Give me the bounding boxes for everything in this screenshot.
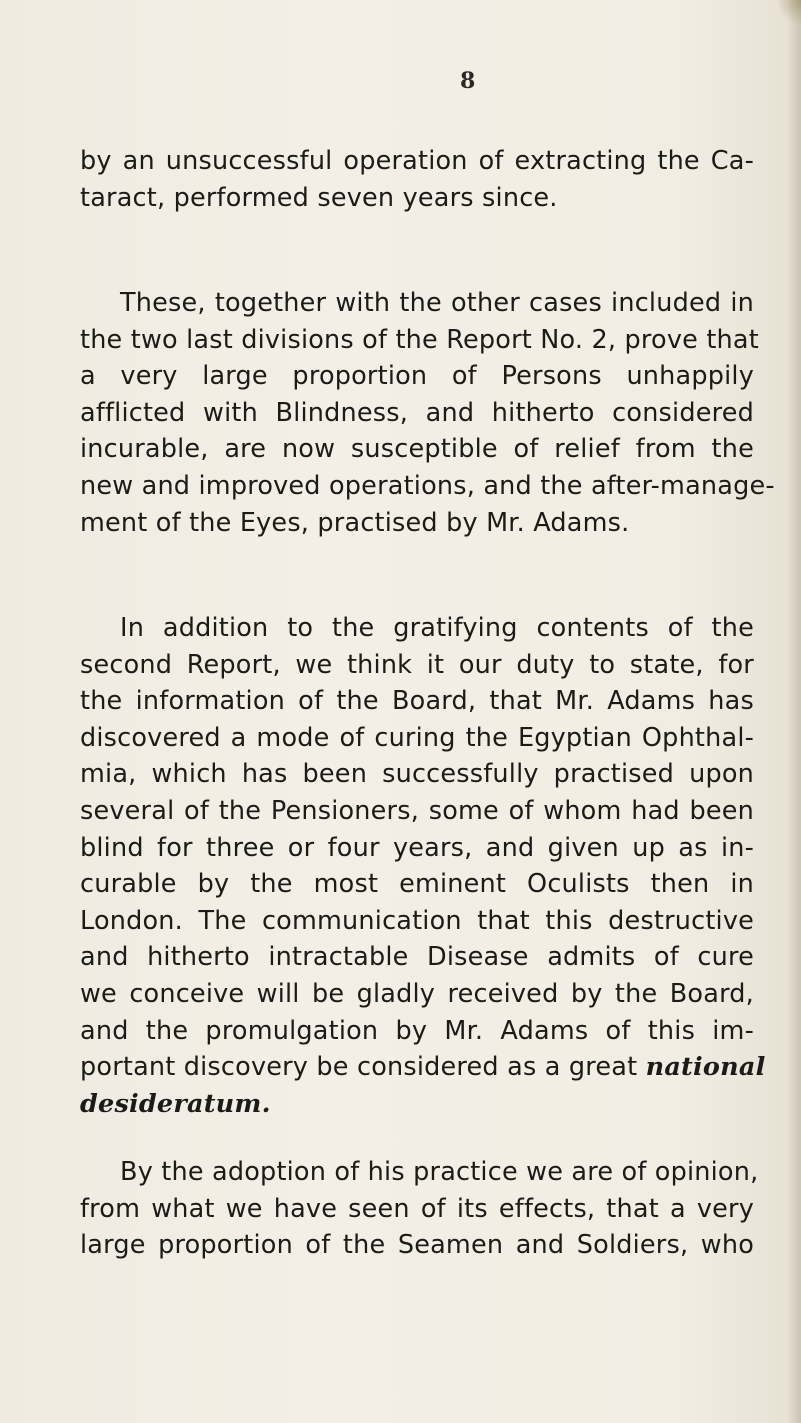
paragraph-2 <box>80 285 775 541</box>
text-line: taract, performed seven years since. <box>80 182 558 213</box>
text-line-with-italic <box>80 1049 766 1086</box>
text-line: from what we have seen of its effects, that a very <box>80 1193 754 1224</box>
text-line: several of the Pensioners, some of whom had been <box>80 795 754 826</box>
text-line: we conceive will be gladly received by the Board, <box>80 978 754 1009</box>
text-line: ment of the Eyes, practised by Mr. Adams. <box>80 507 630 538</box>
text-line: curable by the most eminent Oculists then in <box>80 869 754 900</box>
text-line: afflicted with Blindness, and hitherto considered <box>80 397 754 428</box>
text-line <box>80 1086 754 1123</box>
text-line: the two last divisions of the Report No. 2, prove that <box>80 324 759 355</box>
paragraph-4 <box>80 1154 759 1264</box>
page-number: 8 <box>460 68 476 94</box>
text-line: large proportion of the Seamen and Soldiers, who <box>80 1230 754 1261</box>
text-line: In addition to the gratifying contents of the <box>120 613 754 643</box>
text-line: and hitherto intractable Disease admits of cure <box>80 942 754 973</box>
paragraph-3 <box>80 610 766 1122</box>
text-line: mia, which has been successfully practised upon <box>80 759 754 790</box>
text-line: These, together with the other cases included in <box>120 288 754 318</box>
text-line: incurable, are now susceptible of relief from the <box>80 434 754 465</box>
text-line: the information of the Board, that Mr. Adams has <box>80 686 754 717</box>
text-line: London. The communication that this destructive <box>80 905 754 936</box>
text-line: and the promulgation by Mr. Adams of this im- <box>80 1015 754 1046</box>
text-fragment: portant discovery be considered as a great <box>80 1052 646 1083</box>
paragraph-1 <box>80 143 754 216</box>
italic-word: desideratum. <box>80 1088 271 1119</box>
text-line: second Report, we think it our duty to state, for <box>80 649 754 680</box>
italic-word: national <box>645 1052 766 1083</box>
text-line: discovered a mode of curing the Egyptian Ophthal- <box>80 722 754 753</box>
page-stain <box>779 0 801 28</box>
text-line: new and improved operations, and the after-manage- <box>80 470 775 501</box>
text-line: blind for three or four years, and given up as in- <box>80 832 754 863</box>
text-line: By the adoption of his practice we are of opinion, <box>120 1157 759 1187</box>
text-line: by an unsuccessful operation of extracting the Ca- <box>80 146 754 176</box>
page-edge-shadow <box>787 0 801 1423</box>
text-line: a very large proportion of Persons unhappily <box>80 361 754 392</box>
